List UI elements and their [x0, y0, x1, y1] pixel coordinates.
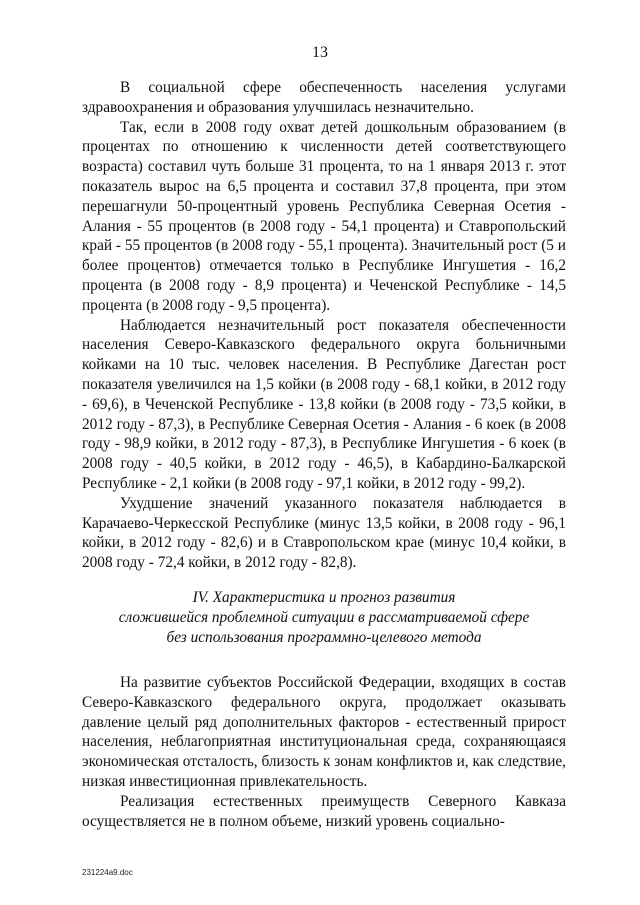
section-heading-line: без использования программно-целевого метода [166, 628, 482, 646]
paragraph-natural-advantages: Реализация естественных преимуществ Северного Кавказа осуществляется не в полном объеме, низкий уровень социально- [82, 792, 566, 830]
paragraph-preschool-coverage: Так, если в 2008 году охват детей дошкольным образованием (в процентах по отношению к численности детей соответствующего возраста) составил чуть больше 31 процента, то на 1 января 2013 г. этот показатель вырос на 6,5 процента и составил 37,8 процента, при этом перешагнули 50-процентный уровень Республика Северная Осетия - Алания - 55 процентов (в 2008 году - 54,1 процента) и Ставропольский край - 55 процентов (в 2008 году - 55,1 процента). Значительный рост (5 и более процентов) отмечается только в Республике Ингушетия - 16,2 процента (в 2008 году - 8,9 процента) и Чеченской Республике - 14,5 процента (в 2008 году - 9,5 процента). [82, 118, 566, 314]
section-heading-line: IV. Характеристика и прогноз развития [192, 588, 456, 606]
document-file-code: 231224a9.doc [82, 868, 133, 877]
paragraph-hospital-beds-growth: Наблюдается незначительный рост показателя обеспеченности населения Северо-Кавказского федерального округа больничными койками на 10 тыс. человек населения. В Республике Дагестан рост показателя увеличился на 1,5 койки (в 2008 году - 68,1 койки, в 2012 году - 69,6), в Чеченской Республике - 13,8 койки (в 2008 году - 73,5 койки, в 2012 году - 87,3), в Республике Северная Осетия - Алания - 6 коек (в 2008 году - 98,9 койки, в 2012 году - 87,3), в Республике Ингушетия - 6 коек (в 2008 году - 40,5 койки, в 2012 году - 46,5), в Кабардино-Балкарской Республике - 2,1 койки (в 2008 году - 97,1 койки, в 2012 году - 99,2). [82, 316, 566, 492]
paragraph-hospital-beds-decline: Ухудшение значений указанного показателя наблюдается в Карачаево-Черкесской Республике (минус 13,5 койки, в 2008 году - 96,1 койки, в 2012 году - 82,6) и в Ставропольском крае (минус 10,4 койки, в 2008 году - 72,4 койки, в 2012 году - 82,8). [82, 494, 566, 572]
paragraph-social-sphere: В социальной сфере обеспеченность населения услугами здравоохранения и образования улучшилась незначительно. [82, 79, 566, 116]
section-heading-line: сложившейся проблемной ситуации в рассматриваемой сфере [118, 608, 530, 626]
document-body [82, 78, 566, 831]
page-number: 13 [312, 44, 328, 61]
section-heading [82, 588, 566, 648]
paragraph-pressure-factors: На развитие субъектов Российской Федерации, входящих в состав Северо-Кавказского федерального округа, продолжает оказывать давление целый ряд дополнительных факторов - естественный прирост населения, неблагоприятная институциональная среда, сохраняющаяся экономическая отсталость, близость к зонам конфликтов и, как следствие, низкая инвестиционная привлекательность. [82, 673, 566, 790]
